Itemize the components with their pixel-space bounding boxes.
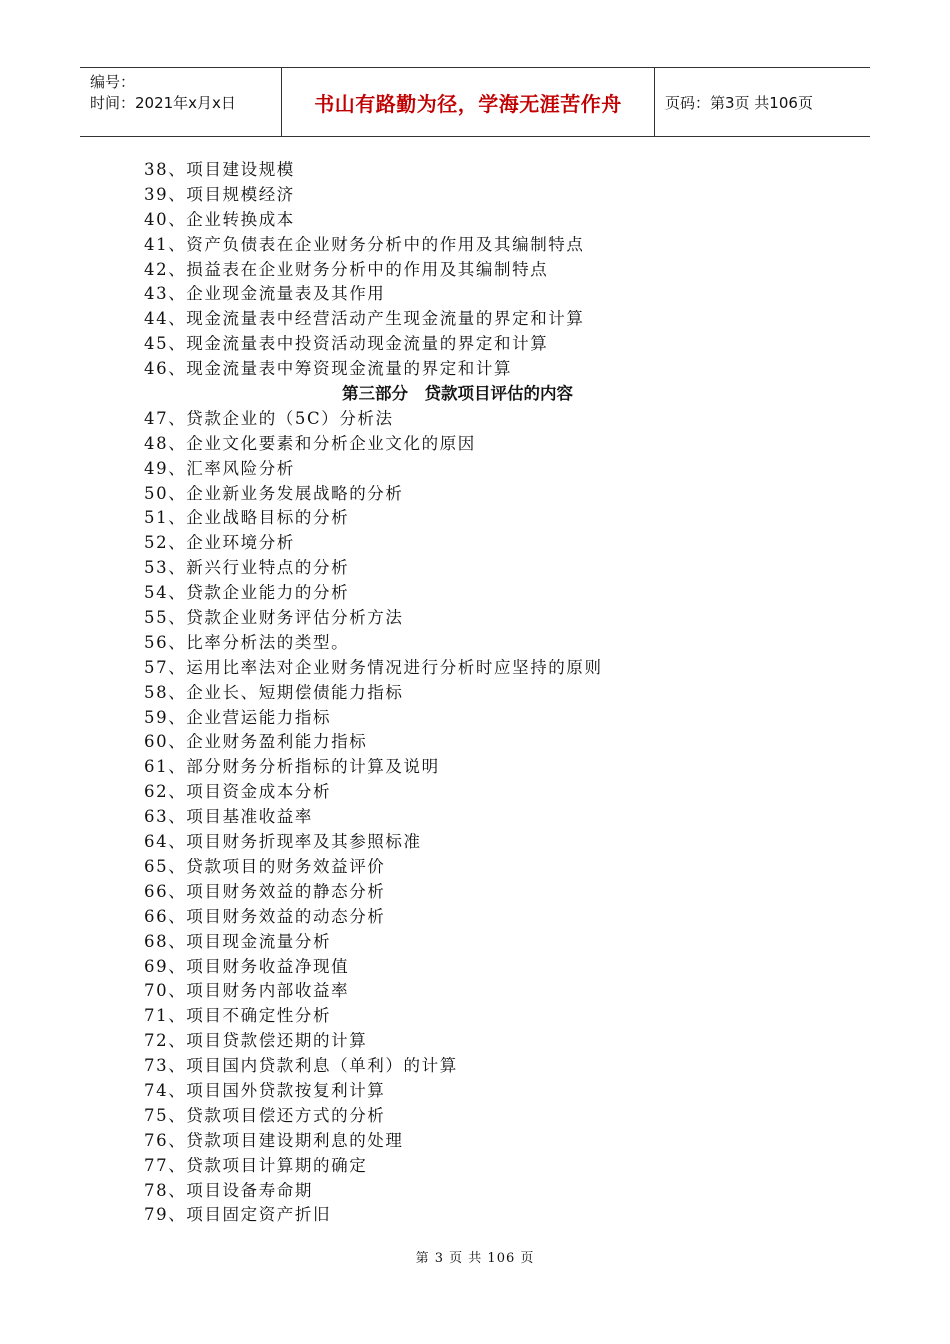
list-item: 54、贷款企业能力的分析 [144,583,350,603]
list-item: 68、项目现金流量分析 [144,931,332,951]
list-item: 50、企业新业务发展战略的分析 [144,483,404,503]
item-list-before [144,158,844,382]
document-body [144,158,844,1228]
list-item: 69、项目财务收益净现值 [144,956,350,976]
list-item: 38、项目建设规模 [144,160,295,179]
list-item: 39、项目规模经济 [144,184,295,204]
header-slogan-cell [282,68,655,136]
list-item: 73、项目国内贷款利息（单利）的计算 [144,1056,458,1076]
list-item: 61、部分财务分析指标的计算及说明 [144,757,440,777]
list-item: 60、企业财务盈利能力指标 [144,732,368,752]
header-page-info-cell [655,68,870,136]
list-item: 40、企业转换成本 [144,209,295,229]
list-item: 42、损益表在企业财务分析中的作用及其编制特点 [144,259,549,279]
list-item: 44、现金流量表中经营活动产生现金流量的界定和计算 [144,309,585,329]
list-item: 41、资产负债表在企业财务分析中的作用及其编制特点 [144,234,585,254]
list-item: 78、项目设备寿命期 [144,1180,313,1200]
list-item: 63、项目基准收益率 [144,807,313,827]
list-item: 57、运用比率法对企业财务情况进行分析时应坚持的原则 [144,657,603,677]
list-item: 55、贷款企业财务评估分析方法 [144,608,404,628]
list-item: 59、企业营运能力指标 [144,707,332,727]
list-item: 48、企业文化要素和分析企业文化的原因 [144,433,476,453]
list-item: 56、比率分析法的类型。 [144,632,350,652]
list-item: 58、企业长、短期偿债能力指标 [144,682,404,702]
page-header [80,67,870,137]
list-item: 52、企业环境分析 [144,533,295,553]
list-item: 51、企业战略目标的分析 [144,508,350,528]
list-item: 72、项目贷款偿还期的计算 [144,1031,368,1051]
list-item: 49、汇率风险分析 [144,458,295,478]
item-list-after [144,407,844,1228]
page-footer: 第 3 页 共 106 页 [415,1251,535,1266]
list-item: 75、贷款项目偿还方式的分析 [144,1105,386,1125]
list-item: 64、项目财务折现率及其参照标准 [144,832,422,852]
header-meta [80,68,282,136]
list-item: 62、项目资金成本分析 [144,782,332,802]
date-line: 时间：2021年x月x日 [90,94,236,112]
section-heading: 第三部分 贷款项目评估的内容 [342,384,573,404]
list-item: 77、贷款项目计算期的确定 [144,1155,368,1175]
list-item: 47、贷款企业的（5C）分析法 [144,408,394,428]
header-slogan: 书山有路勤为径，学海无涯苦作舟 [314,91,622,116]
list-item: 45、现金流量表中投资活动现金流量的界定和计算 [144,334,549,354]
header-page-info: 页码：第3页 共106页 [665,93,813,112]
list-item: 43、企业现金流量表及其作用 [144,284,386,304]
list-item: 65、贷款项目的财务效益评价 [144,856,386,876]
list-item: 79、项目固定资产折旧 [144,1205,332,1225]
list-item: 76、贷款项目建设期利息的处理 [144,1130,404,1150]
list-item: 53、新兴行业特点的分析 [144,558,350,578]
list-item: 74、项目国外贷款按复利计算 [144,1080,386,1100]
list-item: 70、项目财务内部收益率 [144,981,350,1001]
list-item: 71、项目不确定性分析 [144,1006,332,1026]
list-item: 66、项目财务效益的静态分析 [144,881,386,901]
list-item: 46、现金流量表中筹资现金流量的界定和计算 [144,359,513,379]
doc-number-label: 编号： [90,73,136,91]
list-item: 66、项目财务效益的动态分析 [144,906,386,926]
